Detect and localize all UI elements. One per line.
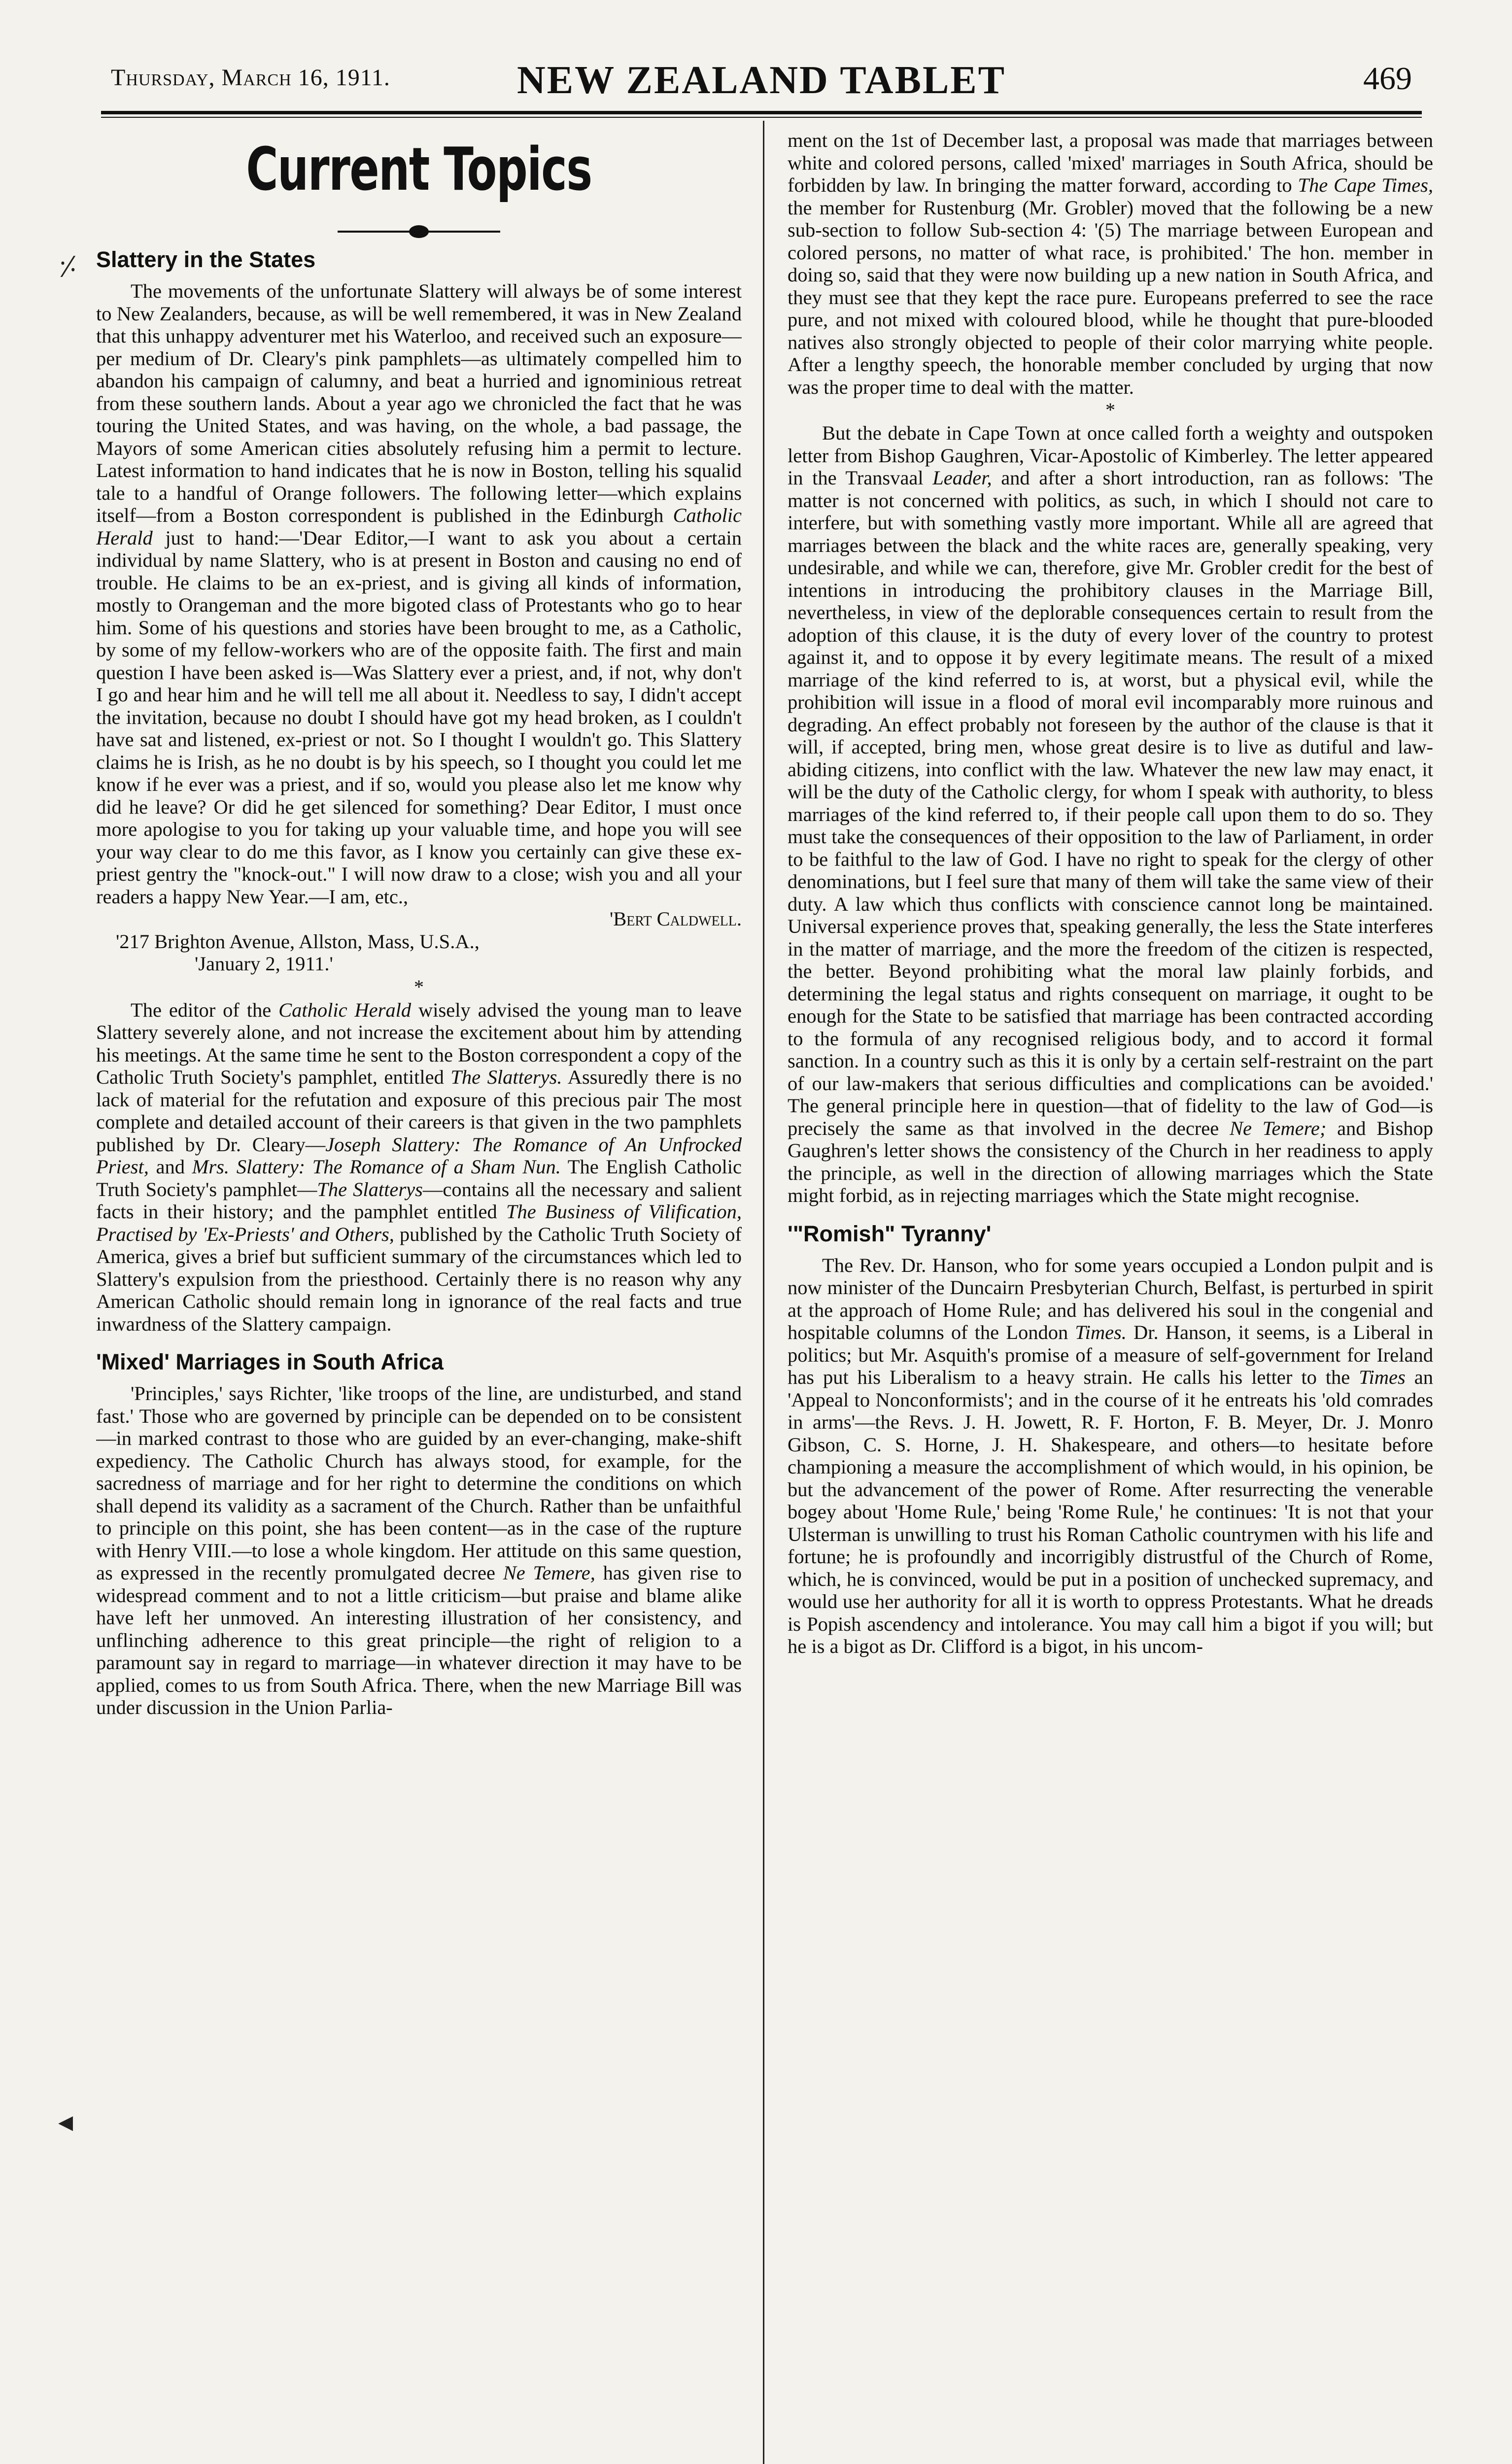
masthead-rule	[101, 111, 1422, 114]
letter-address: '217 Brighton Avenue, Allston, Mass, U.S.A.,	[116, 930, 480, 953]
issue-date: Thursday, March 16, 1911.	[111, 65, 390, 91]
article-paragraph: But the debate in Cape Town at once called forth a weighty and outspoken letter from Bishop Gaughren, Vicar-Apostolic of Kimberley. The letter appeared in the Transvaal Leader, and after a short introduction, ran as follows: 'The matter is not concerned with politics, as such, in which I should not care to interfere, but with something vastly more important. While all are agreed that marriages between the black and the white races are, generally speaking, very undesirable, and while we can, therefore, give Mr. Grobler credit for the best of intentions in introducing the prohibitory clauses in the Marriage Bill, nevertheless, in view of the deplorable consequences certain to result from the adoption of this clause, it is the duty of every lover of the country to protest against it, and to oppose it by every legitimate means. The result of a mixed marriage of the kind referred to is, at worst, but a physical evil, while the prohibition will issue in a flood of moral evil incomparably more ruinous and degrading. An effect probably not foreseen by the author of the clause is that it will, if accepted, bring men, whose great desire is to live as dutiful and law-abiding citizens, into conflict with the law. Whatever the new law may enact, it will be the duty of the Catholic clergy, for whom I speak with authority, to bless marriages of the kind referred to, if their people call upon them to do so. They must take the consequences of their opposition to the law of Parliament, in order to be faithful to the law of God. I have no right to speak for the clergy of other denominations, but I feel sure that many of them will take the same view of their duty. A law which thus conflicts with conscience cannot long be maintained. Universal experience proves that, speaking generally, the less the State interferes in the matter of marriage, and the more the freedom of the citizen is respected, the better. Beyond prohibiting what the moral law plainly forbids, and determining the legal status and rights consequent on marriage, it ought to be enough for the State to be satisfied that marriage has been contracted according to the formula of any recognised religious body, and to accord it formal sanction. In a country such as this it is only by a certain self-restraint on the part of our law-makers that serious difficulties and complications can be avoided.' The general principle here in question—that of fidelity to the law of God—is precisely the same as that involved in the decree Ne Temere; and Bishop Gaughren's letter shows the consistency of the Church in her readiness to apply the principle, as well in the direction of allowing marriages which the State might forbid, as in rejecting marriages which the State might recognise.	[788, 422, 1433, 1206]
masthead	[101, 58, 1422, 117]
page-number: 469	[1363, 61, 1412, 97]
article-paragraph: The Rev. Dr. Hanson, who for some years occupied a London pulpit and is now minister of the Duncairn Presbyterian Church, Belfast, is perturbed in spirit at the approach of Home Rule; and has delivered his soul in the congenial and hospitable columns of the London Times. Dr. Hanson, it seems, is a Liberal in politics; but Mr. Asquith's promise of a measure of self-government for Ireland has put his Liberalism to a heavy strain. He calls his letter to the Times an 'Appeal to Nonconformists'; and in the course of it he entreats his 'old comrades in arms'—the Revs. J. H. Jowett, R. F. Horton, F. B. Meyer, Dr. J. Monro Gibson, C. S. Horne, J. H. Shakespeare, and others—to hesitate before championing a measure the accomplishment of which would, in his opinion, be but the advancement of the power of Rome. After resurrecting the venerable bogey about 'Home Rule,' being 'Rome Rule,' he continues: 'It is not that your Ulsterman is unwilling to trust his Roman Catholic countrymen with his life and fortune; he is profoundly and incorrigibly distrustful of the Church of Rome, which, he is convinced, would be put in a position of unchecked supremacy, and would use her authority for all it is worth to oppress Protestants. What he dreads is Popish ascendency and intolerance. You may call him a bigot if you will; but he is a bigot as Dr. Clifford is a bigot, in his uncom-	[788, 1254, 1433, 1657]
left-column	[96, 128, 742, 2464]
article-paragraph: 'Principles,' says Richter, 'like troops of the line, are undisturbed, and stand fast.' Those who are governed by principle can be depended on to be consistent—in marked contrast to those who are guided by an ever-changing, make-shift expediency. The Catholic Church has always stood, for example, for the sacredness of marriage and for her right to determine the conditions on which shall depend its validity as a sacrament of the Church. Rather than be unfaithful to principle on this point, she has been content—as in the case of the rupture with Henry VIII.—to lose a whole kingdom. Her attitude on this same question, as expressed in the recently promulgated decree Ne Temere, has given rise to widespread comment and to not a little criticism—but praise and blame alike have left her unmoved. An interesting illustration of her consistency, and unflinching adherence to this great principle—the right of religion to a paramount say in regard to marriage—in whatever direction it may have to be applied, comes to us from South Africa. There, when the new Marriage Bill was under discussion in the Union Parlia-	[96, 1382, 742, 1718]
masthead-rule-thin	[101, 117, 1422, 118]
article-heading-romish-tyranny: '"Romish" Tyranny'	[788, 1221, 992, 1246]
margin-tick-mark: ⸓	[58, 251, 78, 283]
article-heading-slattery: Slattery in the States	[96, 247, 316, 272]
article-paragraph: The editor of the Catholic Herald wisely advised the young man to leave Slattery severely alone, and not increase the excitement about him by attending his meetings. At the same time he sent to the Boston correspondent a copy of the Catholic Truth Society's pamphlet, entitled The Slatterys. Assuredly there is no lack of material for the refutation and exposure of this precious pair The most complete and detailed account of their careers is that given in the two pamphlets published by Dr. Cleary—Joseph Slattery: The Romance of An Unfrocked Priest, and Mrs. Slattery: The Romance of a Sham Nun. The English Catholic Truth Society's pamphlet—The Slatterys—contains all the necessary and salient facts in their history; and the pamphlet entitled The Business of Vilification, Practised by 'Ex-Priests' and Others, published by the Catholic Truth Society of America, gives a brief but sufficient summary of the circumstances which led to Slattery's expulsion from the priesthood. Certainly there is no reason why any American Catholic should remain long in ignorance of the real facts and true inwardness of the Slattery campaign.	[96, 998, 742, 1335]
article-paragraph: ment on the 1st of December last, a proposal was made that marriages between white and colored persons, called 'mixed' marriages in South Africa, should be forbidden by law. In bringing the matter forward, according to The Cape Times, the member for Rustenburg (Mr. Grobler) moved that the following be a new sub-section to follow Sub-section 4: '(5) The marriage between European and colored persons, no matter of what race, is prohibited.' The hon. member in doing so, said that they were now building up a new nation in South Africa, and they must see that they kept the race pure. Europeans preferred to see the race pure, and not mixed with coloured blood, while he thought that pure-blooded natives also strongly objected to people of their color marrying white people. After a lengthy speech, the honorable member concluded by urging that now was the proper time to deal with the matter.	[788, 129, 1433, 398]
banner-ornament	[338, 231, 500, 233]
column-divider	[763, 121, 764, 2464]
section-separator: *	[414, 975, 424, 998]
newspaper-title: NEW ZEALAND TABLET	[516, 59, 1006, 102]
section-banner: Current Topics	[246, 136, 592, 204]
margin-arrow-mark: ◂	[58, 2105, 73, 2138]
letter-date: 'January 2, 1911.'	[195, 953, 333, 975]
article-paragraph: The movements of the unfortunate Slattery will always be of some interest to New Zealanders, because, as will be well remembered, it was in New Zealand that this unhappy adventurer met his Waterloo, and received such an exposure—per medium of Dr. Cleary's pink pamphlets—as ultimately compelled him to abandon his campaign of calumny, and beat a hurried and ignominious retreat from these southern lands. About a year ago we chronicled the fact that he was touring the United States, and was having, on the whole, a bad passage, the Mayors of some American cities absolutely refusing him a permit to lecture. Latest information to hand indicates that he is now in Boston, telling his squalid tale to a handful of Orange followers. The following letter—which explains itself—from a Boston correspondent is published in the Edinburgh Catholic Herald just to hand:—'Dear Editor,—I want to ask you about a certain individual by name Slattery, who is at present in Boston and causing no end of trouble. He claims to be an ex-priest, and is giving all kinds of information, mostly to Orangeman and the more bigoted class of Protestants who go to hear him. Some of his questions and stories have been brought to me, as a Catholic, by some of my fellow-workers who are of the opposite faith. The first and main question I have been asked is—Was Slattery ever a priest, and, if not, why don't I go and hear him and he will tell me all about it. Needless to say, I didn't accept the invitation, because no doubt I should have got my head broken, as I couldn't have sat and listened, ex-priest or not. So I thought I wouldn't go. This Slattery claims he is Irish, as he no doubt is by his speech, so I thought you could let me know if he ever was a priest, and if so, would you please also let me know why did he leave? Or did he get silenced for something? Dear Editor, I must once more apologise to you for taking up your valuable time, and hope you will see your way clear to do me this favor, as I know you certainly can give these ex-priest gentry the "knock-out." I will now draw to a close; wish you and all your readers a happy New Year.—I am, etc.,	[96, 280, 742, 908]
right-column	[788, 129, 1433, 2464]
letter-signature: 'Bert Caldwell.	[609, 908, 742, 930]
section-separator: *	[1105, 399, 1115, 421]
article-heading-mixed-marriages: 'Mixed' Marriages in South Africa	[96, 1349, 444, 1374]
